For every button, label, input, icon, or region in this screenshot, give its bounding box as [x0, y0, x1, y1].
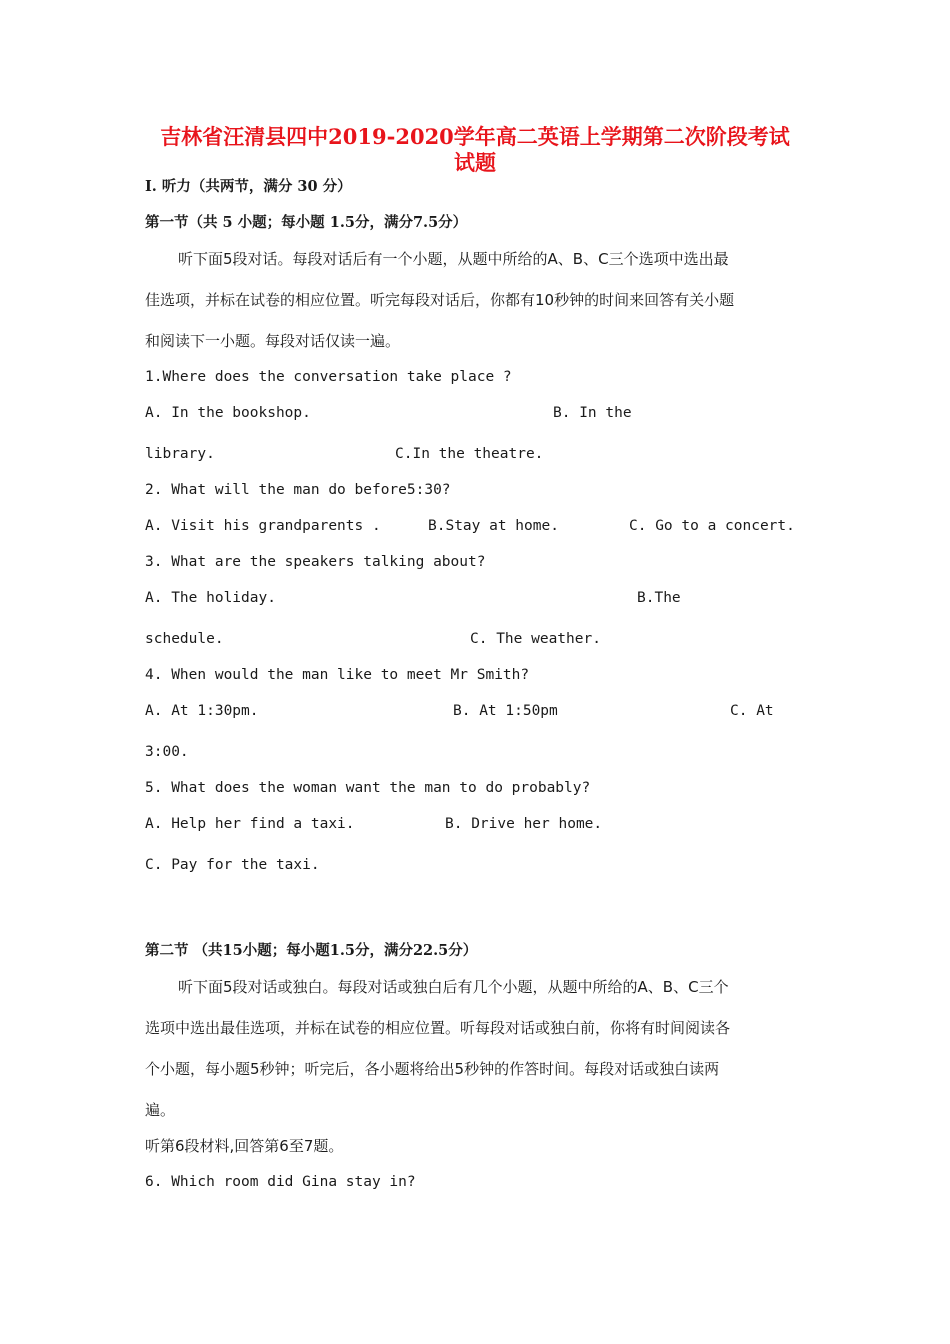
part2-instruction-line: 遍。 — [145, 1101, 176, 1119]
question-3-option-b: B.The — [637, 590, 681, 606]
question-3-option-a: A. The holiday. — [145, 590, 276, 606]
question-5-option-c: C. Pay for the taxi. — [145, 857, 320, 873]
question-4-option-b: B. At 1:50pm — [453, 703, 558, 719]
question-4-option-c-continued: 3:00. — [145, 744, 189, 760]
question-4: 4. When would the man like to meet Mr Smith? — [145, 667, 530, 683]
question-1: 1.Where does the conversation take place ? — [145, 369, 512, 385]
part1-heading: 第一节（共 5 小题；每小题 1.5分，满分7.5分） — [145, 214, 468, 231]
part1-instruction-line: 和阅读下一小题。每段对话仅读一遍。 — [145, 332, 401, 350]
question-4-option-c: C. At — [730, 703, 774, 719]
question-1-option-c: C.In the theatre. — [395, 446, 544, 462]
material-note: 听第6段材料,回答第6至7题。 — [145, 1137, 344, 1155]
part2-instruction-line: 听下面5段对话或独白。每段对话或独白后有几个小题，从题中所给的A、B、C三个 — [178, 978, 729, 996]
question-3-option-c: C. The weather. — [470, 631, 601, 647]
part2-heading: 第二节 （共15小题；每小题1.5分，满分22.5分） — [145, 942, 478, 959]
question-5-option-a: A. Help her find a taxi. — [145, 816, 355, 832]
section-heading: I. 听力（共两节，满分 30 分） — [145, 178, 352, 195]
question-3: 3. What are the speakers talking about? — [145, 554, 486, 570]
part1-instruction-line: 听下面5段对话。每段对话后有一个小题，从题中所给的A、B、C三个选项中选出最 — [178, 250, 729, 268]
question-2-option-a: A. Visit his grandparents . — [145, 518, 381, 534]
question-2-option-b: B.Stay at home. — [428, 518, 559, 534]
question-4-option-a: A. At 1:30pm. — [145, 703, 259, 719]
question-1-option-b-continued: library. — [145, 446, 215, 462]
document-title-line1: 吉林省汪清县四中2019-2020学年高二英语上学期第二次阶段考试 — [160, 124, 790, 149]
question-1-option-a: A. In the bookshop. — [145, 405, 311, 421]
part1-instruction-line: 佳选项，并标在试卷的相应位置。听完每段对话后，你都有10秒钟的时间来回答有关小题 — [145, 291, 735, 309]
question-1-option-b: B. In the — [553, 405, 632, 421]
question-2-option-c: C. Go to a concert. — [629, 518, 795, 534]
part2-instruction-line: 选项中选出最佳选项，并标在试卷的相应位置。听每段对话或独白前，你将有时间阅读各 — [145, 1019, 731, 1037]
question-5-option-b: B. Drive her home. — [445, 816, 603, 832]
question-3-option-b-continued: schedule. — [145, 631, 224, 647]
question-5: 5. What does the woman want the man to do probably? — [145, 780, 591, 796]
question-6: 6. Which room did Gina stay in? — [145, 1174, 416, 1190]
question-2: 2. What will the man do before5:30? — [145, 482, 451, 498]
document-title-line2: 试题 — [454, 150, 496, 175]
part2-instruction-line: 个小题，每小题5秒钟；听完后，各小题将给出5秒钟的作答时间。每段对话或独白读两 — [145, 1060, 720, 1078]
